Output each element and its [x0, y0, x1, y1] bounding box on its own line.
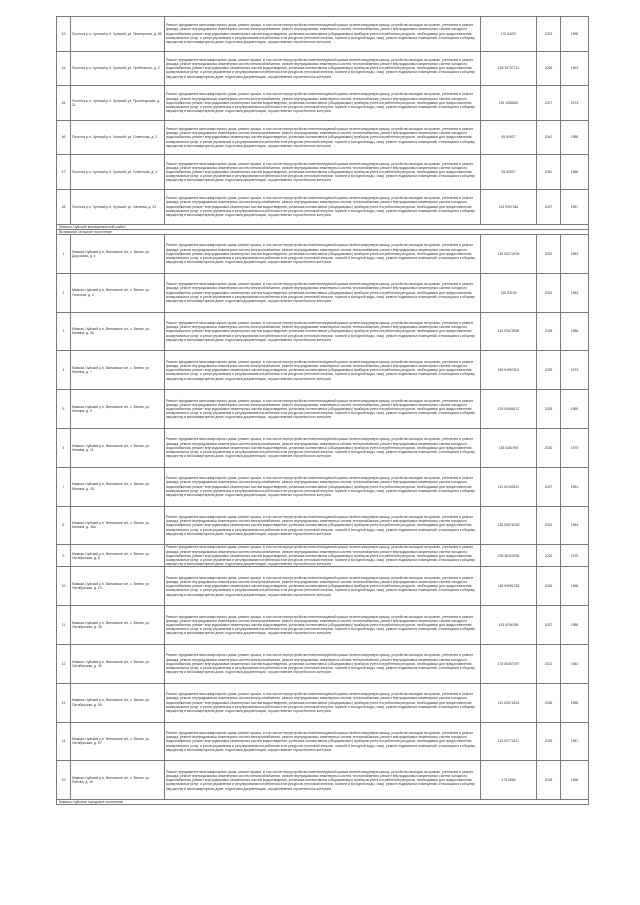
table-row [57, 273, 589, 312]
row-number: 15 [57, 761, 71, 800]
row-number: 8 [57, 506, 71, 545]
section-subtitle: Витимское сельское поселение [57, 229, 589, 234]
row-build-year: 1988 [561, 155, 589, 190]
row-plan-year: 2021 [537, 644, 561, 683]
table-row [57, 351, 589, 390]
row-total-area: 95 60527 [481, 155, 537, 190]
row-build-year: 1958 [561, 17, 589, 52]
row-address: Поселок р.п. Чунский р.п. Чунский, ул. Чапаева, д. 23 [71, 189, 165, 224]
row-number: 44 [57, 51, 71, 86]
row-build-year: 1988 [561, 120, 589, 155]
row-total-area: 155 54967801 [481, 351, 537, 390]
row-work-description: Ремонт фундамента многоквартирного дома, ремонт крыши, в том числе переустройство невентилируемой крыши на вентилируемую крышу, устройство выходов на кровлю, утепление и ремонт фасада, ремонт внутридомовых инженерных систем электроснабжения, ремонт внутридомовых инженерных систем теплоснабжения, ремонт внутридомовых инженерных систем холодного водоснабжения, ремонт внутридомовых инженерных систем водоотведения, установка коллективных (общедомовых) приборов учета потребления ресурсов, необходимых для предоставления коммунальных услуг, и узлов управления и регулирования потребления этих ресурсов (тепловой энергии, горячей и холодной воды, газа), ремонт подвальных помещений, относящихся к общему имуществу в многоквартирном доме, подготовка документации, осуществление строительного контроля [165, 51, 481, 86]
capital-repair-table [56, 16, 589, 805]
row-plan-year: 2027 [537, 86, 561, 121]
row-work-description: Ремонт фундамента многоквартирного дома, ремонт крыши, в том числе переустройство невентилируемой крыши на вентилируемую крышу, устройство выходов на кровлю, утепление и ремонт фасада, ремонт внутридомовых инженерных систем электроснабжения, ремонт внутридомовых инженерных систем теплоснабжения, ремонт внутридомовых инженерных систем холодного водоснабжения, ремонт внутридомовых инженерных систем водоотведения, установка коллективных (общедомовых) приборов учета потребления ресурсов, необходимых для предоставления коммунальных услуг, и узлов управления и регулирования потребления этих ресурсов (тепловой энергии, горячей и холодной воды, газа), ремонт подвальных помещений, относящихся к общему имуществу в многоквартирном доме, подготовка документации, осуществление строительного контроля [165, 351, 481, 390]
row-total-area: 175 5566 [481, 761, 537, 800]
row-work-description: Ремонт фундамента многоквартирного дома, ремонт крыши, в том числе переустройство невентилируемой крыши на вентилируемую крышу, устройство выходов на кровлю, утепление и ремонт фасада, ремонт внутридомовых инженерных систем электроснабжения, ремонт внутридомовых инженерных систем теплоснабжения, ремонт внутридомовых инженерных систем холодного водоснабжения, ремонт внутридомовых инженерных систем водоотведения, установка коллективных (общедомовых) приборов учета потребления ресурсов, необходимых для предоставления коммунальных услуг, и узлов управления и регулирования потребления этих ресурсов (тепловой энергии, горячей и холодной воды, газа), ремонт подвальных помещений, относящихся к общему имуществу в многоквартирном доме, подготовка документации, осуществление строительного контроля [165, 644, 481, 683]
row-work-description: Ремонт фундамента многоквартирного дома, ремонт крыши, в том числе переустройство невентилируемой крыши на вентилируемую крышу, устройство выходов на кровлю, утепление и ремонт фасада, ремонт внутридомовых инженерных систем электроснабжения, ремонт внутридомовых инженерных систем теплоснабжения, ремонт внутридомовых инженерных систем холодного водоснабжения, ремонт внутридомовых инженерных систем водоотведения, установка коллективных (общедомовых) приборов учета потребления ресурсов, необходимых для предоставления коммунальных услуг, и узлов управления и регулирования потребления этих ресурсов (тепловой энергии, горячей и холодной воды, газа), ремонт подвальных помещений, относящихся к общему имуществу в многоквартирном доме, подготовка документации, осуществление строительного контроля [165, 506, 481, 545]
table-row [57, 428, 589, 467]
row-work-description: Ремонт фундамента многоквартирного дома, ремонт крыши, в том числе переустройство невентилируемой крыши на вентилируемую крышу, устройство выходов на кровлю, утепление и ремонт фасада, ремонт внутридомовых инженерных систем электроснабжения, ремонт внутридомовых инженерных систем теплоснабжения, ремонт внутридомовых инженерных систем холодного водоснабжения, ремонт внутридомовых инженерных систем водоотведения, установка коллективных (общедомовых) приборов учета потребления ресурсов, необходимых для предоставления коммунальных услуг, и узлов управления и регулирования потребления этих ресурсов (тепловой энергии, горячей и холодной воды, газа), ремонт подвальных помещений, относящихся к общему имуществу в многоквартирном доме, подготовка документации, осуществление строительного контроля [165, 155, 481, 190]
row-plan-year: 2026 [537, 51, 561, 86]
row-total-area: 115 5296786 [481, 606, 537, 645]
row-address: Мамско-Чуйский р-н, Витимское с/п, с. Витим, ул. Октябрьская, д. 10 [71, 567, 165, 606]
table-body [57, 17, 589, 805]
row-address: Мамско-Чуйский р-н, Витимское с/п, с. Витим, ул. Геологов, д. 2 [71, 273, 165, 312]
row-build-year: 1988 [561, 683, 589, 722]
row-plan-year: 2029 [537, 351, 561, 390]
row-build-year: 1984 [561, 506, 589, 545]
table-row [57, 545, 589, 567]
row-plan-year: 2042 [537, 155, 561, 190]
row-work-description: Ремонт фундамента многоквартирного дома, ремонт крыши, в том числе переустройство невентилируемой крыши на вентилируемую крышу, устройство выходов на кровлю, утепление и ремонт фасада, ремонт внутридомовых инженерных систем электроснабжения, ремонт внутридомовых инженерных систем теплоснабжения, ремонт внутридомовых инженерных систем холодного водоснабжения, ремонт внутридомовых инженерных систем водоотведения, установка коллективных (общедомовых) приборов учета потребления ресурсов, необходимых для предоставления коммунальных услуг, и узлов управления и регулирования потребления этих ресурсов (тепловой энергии, горячей и холодной воды, газа), ремонт подвальных помещений, относящихся к общему имуществу в многоквартирном доме, подготовка документации, осуществление строительного контроля [165, 467, 481, 506]
row-address: Мамско-Чуйский р-н, Витимское с/п, с. Витим, ул. Октябрьская, д. 49 [71, 644, 165, 683]
row-plan-year: 2032 [537, 234, 561, 273]
row-address: Мамско-Чуйский р-н, Витимское с/п, с. Витим, ул. Октябрьская, д. 8 [71, 545, 165, 567]
row-work-description: Ремонт фундамента многоквартирного дома, ремонт крыши, в том числе переустройство невентилируемой крыши на вентилируемую крышу, устройство выходов на кровлю, утепление и ремонт фасада, ремонт внутридомовых инженерных систем электроснабжения, ремонт внутридомовых инженерных систем теплоснабжения, ремонт внутридомовых инженерных систем холодного водоснабжения, ремонт внутридомовых инженерных систем водоотведения, установка коллективных (общедомовых) приборов учета потребления ресурсов, необходимых для предоставления коммунальных услуг, и узлов управления и регулирования потребления этих ресурсов (тепловой энергии, горячей и холодной воды, газа), ремонт подвальных помещений, относящихся к общему имуществу в многоквартирном доме, подготовка документации, осуществление строительного контроля [165, 17, 481, 52]
row-total-area: 135 54981783 [481, 567, 537, 606]
row-number: 46 [57, 120, 71, 155]
document-sheet [56, 16, 588, 805]
table-row [57, 120, 589, 155]
row-number: 13 [57, 683, 71, 722]
row-work-description: Ремонт фундамента многоквартирного дома, ремонт крыши, в том числе переустройство невентилируемой крыши на вентилируемую крышу, устройство выходов на кровлю, утепление и ремонт фасада, ремонт внутридомовых инженерных систем электроснабжения, ремонт внутридомовых инженерных систем теплоснабжения, ремонт внутридомовых инженерных систем холодного водоснабжения, ремонт внутридомовых инженерных систем водоотведения, установка коллективных (общедомовых) приборов учета потребления ресурсов, необходимых для предоставления коммунальных услуг, и узлов управления и регулирования потребления этих ресурсов (тепловой энергии, горячей и холодной воды, газа), ремонт подвальных помещений, относящихся к общему имуществу в многоквартирном доме, подготовка документации, осуществление строительного контроля [165, 234, 481, 273]
row-total-area: 135 5381991 [481, 428, 537, 467]
table-row [57, 189, 589, 224]
row-address: Поселок р.п. Чунский р.п. Чунский, ул. Советская, д. 2 [71, 120, 165, 155]
row-build-year: 1987 [561, 189, 589, 224]
row-address: Мамско-Чуйский р-н, Витимское с/п, с. Витим, ул. Рябова, д. 46 [71, 761, 165, 800]
row-number: 45 [57, 86, 71, 121]
row-build-year: 1962 [561, 644, 589, 683]
row-plan-year: 2030 [537, 428, 561, 467]
row-number: 11 [57, 606, 71, 645]
row-work-description: Ремонт фундамента многоквартирного дома, ремонт крыши, в том числе переустройство невентилируемой крыши на вентилируемую крышу, устройство выходов на кровлю, утепление и ремонт фасада, ремонт внутридомовых инженерных систем электроснабжения, ремонт внутридомовых инженерных систем теплоснабжения, ремонт внутридомовых инженерных систем холодного водоснабжения, ремонт внутридомовых инженерных систем водоотведения, установка коллективных (общедомовых) приборов учета потребления ресурсов, необходимых для предоставления коммунальных услуг, и узлов управления и регулирования потребления этих ресурсов (тепловой энергии, горячей и холодной воды, газа), ремонт подвальных помещений, относящихся к общему имуществу в многоквартирном доме, подготовка документации, осуществление строительного контроля [165, 567, 481, 606]
row-work-description: Ремонт фундамента многоквартирного дома, ремонт крыши, в том числе переустройство невентилируемой крыши на вентилируемую крышу, устройство выходов на кровлю, утепление и ремонт фасада, ремонт внутридомовых инженерных систем электроснабжения, ремонт внутридомовых инженерных систем теплоснабжения, ремонт внутридомовых инженерных систем холодного водоснабжения, ремонт внутридомовых инженерных систем водоотведения, установка коллективных (общедомовых) приборов учета потребления ресурсов, необходимых для предоставления коммунальных услуг, и узлов управления и регулирования потребления этих ресурсов (тепловой энергии, горячей и холодной воды, газа), ремонт подвальных помещений, относящихся к общему имуществу в многоквартирном доме, подготовка документации, осуществление строительного контроля [165, 545, 481, 567]
row-total-area: 135 53172409 [481, 234, 537, 273]
table-row [57, 761, 589, 800]
row-work-description: Ремонт фундамента многоквартирного дома, ремонт крыши, в том числе переустройство невентилируемой крыши на вентилируемую крышу, устройство выходов на кровлю, утепление и ремонт фасада, ремонт внутридомовых инженерных систем электроснабжения, ремонт внутридомовых инженерных систем теплоснабжения, ремонт внутридомовых инженерных систем холодного водоснабжения, ремонт внутридомовых инженерных систем водоотведения, установка коллективных (общедомовых) приборов учета потребления ресурсов, необходимых для предоставления коммунальных услуг, и узлов управления и регулирования потребления этих ресурсов (тепловой энергии, горячей и холодной воды, газа), ремонт подвальных помещений, относящихся к общему имуществу в многоквартирном доме, подготовка документации, осуществление строительного контроля [165, 606, 481, 645]
row-build-year: 1975 [561, 545, 589, 567]
row-total-area: 135 50676235 [481, 506, 537, 545]
row-plan-year: 2025 [537, 390, 561, 429]
row-build-year: 1956 [561, 761, 589, 800]
row-work-description: Ремонт фундамента многоквартирного дома, ремонт крыши, в том числе переустройство невентилируемой крыши на вентилируемую крышу, устройство выходов на кровлю, утепление и ремонт фасада, ремонт внутридомовых инженерных систем электроснабжения, ремонт внутридомовых инженерных систем теплоснабжения, ремонт внутридомовых инженерных систем холодного водоснабжения, ремонт внутридомовых инженерных систем водоотведения, установка коллективных (общедомовых) приборов учета потребления ресурсов, необходимых для предоставления коммунальных услуг, и узлов управления и регулирования потребления этих ресурсов (тепловой энергии, горячей и холодной воды, газа), ремонт подвальных помещений, относящихся к общему имуществу в многоквартирном доме, подготовка документации, осуществление строительного контроля [165, 722, 481, 761]
row-address: Поселок р.п. Чунский р.п. Чунский, ул. Пионерская, д. 56 [71, 17, 165, 52]
row-plan-year: 2039 [537, 722, 561, 761]
row-total-area: 175 64257 [481, 17, 537, 52]
row-address: Поселок р.п. Чунский р.п. Чунский, ул. Пролетарская, д. 21 [71, 86, 165, 121]
row-build-year: 1988 [561, 312, 589, 351]
row-plan-year: 2037 [537, 606, 561, 645]
row-build-year: 1968 [561, 567, 589, 606]
row-total-area: 115 5397346 [481, 189, 537, 224]
table-row [57, 606, 589, 645]
table-row [57, 86, 589, 121]
row-address: Мамско-Чуйский р-н, Витимское с/п, с. Витим, ул. Минина, д. 26 [71, 467, 165, 506]
table-row [57, 467, 589, 506]
row-work-description: Ремонт фундамента многоквартирного дома, ремонт крыши, в том числе переустройство невентилируемой крыши на вентилируемую крышу, устройство выходов на кровлю, утепление и ремонт фасада, ремонт внутридомовых инженерных систем электроснабжения, ремонт внутридомовых инженерных систем теплоснабжения, ремонт внутридомовых инженерных систем холодного водоснабжения, ремонт внутридомовых инженерных систем водоотведения, установка коллективных (общедомовых) приборов учета потребления ресурсов, необходимых для предоставления коммунальных услуг, и узлов управления и регулирования потребления этих ресурсов (тепловой энергии, горячей и холодной воды, газа), ремонт подвальных помещений, относящихся к общему имуществу в многоквартирном доме, подготовка документации, осуществление строительного контроля [165, 761, 481, 800]
table-row [57, 644, 589, 683]
row-total-area: 115 52672896 [481, 312, 537, 351]
row-total-area: 135 53153 [481, 273, 537, 312]
row-plan-year: 2032 [537, 273, 561, 312]
row-address: Мамско-Чуйский р-н, Витимское с/п, с. Витим, ул. Октябрьская, д. 56 [71, 683, 165, 722]
table-row [57, 567, 589, 606]
row-number: 2 [57, 273, 71, 312]
row-address: Мамско-Чуйский р-н, Витимское с/п, с. Витим, ул. Минина, д. 11 [71, 428, 165, 467]
table-row [57, 506, 589, 545]
row-number: 47 [57, 155, 71, 190]
table-row [57, 234, 589, 273]
row-address: Мамско-Чуйский р-н, Витимское с/п, с. Витим, ул. Минина, д. 9 [71, 390, 165, 429]
row-plan-year: 2026 [537, 567, 561, 606]
row-number: 6 [57, 428, 71, 467]
row-address: Мамско-Чуйский р-н, Витимское с/п, с. Витим, ул. Октябрьская, д. 57 [71, 722, 165, 761]
row-plan-year: 2042 [537, 120, 561, 155]
row-total-area: 125 54566137 [481, 390, 537, 429]
row-plan-year: 2037 [537, 467, 561, 506]
row-build-year: 1973 [561, 351, 589, 390]
row-total-area: 115 52671833 [481, 683, 537, 722]
row-number: 48 [57, 189, 71, 224]
row-total-area: 135 34767711 [481, 51, 537, 86]
table-row [57, 390, 589, 429]
row-total-area: 225 36110095 [481, 545, 537, 567]
row-total-area: 95 60527 [481, 120, 537, 155]
row-plan-year: 2016 [537, 545, 561, 567]
row-number: 9 [57, 545, 71, 567]
table-row [57, 722, 589, 761]
row-number: 7 [57, 467, 71, 506]
table-row [57, 51, 589, 86]
table-row [57, 683, 589, 722]
row-address: Мамско-Чуйский р-н, Витимское с/п, с. Витим, ул. Октябрьская, д. 28 [71, 606, 165, 645]
row-address: Мамско-Чуйский р-н, Витимское с/п, с. Витим, ул. Минина, д. 36а [71, 506, 165, 545]
row-number: 10 [57, 567, 71, 606]
row-number: 12 [57, 644, 71, 683]
row-build-year: 1969 [561, 390, 589, 429]
row-build-year: 1988 [561, 606, 589, 645]
row-total-area: 135 3358652 [481, 86, 537, 121]
row-work-description: Ремонт фундамента многоквартирного дома, ремонт крыши, в том числе переустройство невентилируемой крыши на вентилируемую крышу, устройство выходов на кровлю, утепление и ремонт фасада, ремонт внутридомовых инженерных систем электроснабжения, ремонт внутридомовых инженерных систем теплоснабжения, ремонт внутридомовых инженерных систем холодного водоснабжения, ремонт внутридомовых инженерных систем водоотведения, установка коллективных (общедомовых) приборов учета потребления ресурсов, необходимых для предоставления коммунальных услуг, и узлов управления и регулирования потребления этих ресурсов (тепловой энергии, горячей и холодной воды, газа), ремонт подвальных помещений, относящихся к общему имуществу в многоквартирном доме, подготовка документации, осуществление строительного контроля [165, 390, 481, 429]
row-plan-year: 2036 [537, 683, 561, 722]
row-plan-year: 2018 [537, 761, 561, 800]
table-row [57, 312, 589, 351]
row-total-area: 115 52772427 [481, 722, 537, 761]
row-work-description: Ремонт фундамента многоквартирного дома, ремонт крыши, в том числе переустройство невентилируемой крыши на вентилируемую крышу, устройство выходов на кровлю, утепление и ремонт фасада, ремонт внутридомовых инженерных систем электроснабжения, ремонт внутридомовых инженерных систем теплоснабжения, ремонт внутридомовых инженерных систем холодного водоснабжения, ремонт внутридомовых инженерных систем водоотведения, установка коллективных (общедомовых) приборов учета потребления ресурсов, необходимых для предоставления коммунальных услуг, и узлов управления и регулирования потребления этих ресурсов (тепловой энергии, горячей и холодной воды, газа), ремонт подвальных помещений, относящихся к общему имуществу в многоквартирном доме, подготовка документации, осуществление строительного контроля [165, 312, 481, 351]
row-work-description: Ремонт фундамента многоквартирного дома, ремонт крыши, в том числе переустройство невентилируемой крыши на вентилируемую крышу, устройство выходов на кровлю, утепление и ремонт фасада, ремонт внутридомовых инженерных систем электроснабжения, ремонт внутридомовых инженерных систем теплоснабжения, ремонт внутридомовых инженерных систем холодного водоснабжения, ремонт внутридомовых инженерных систем водоотведения, установка коллективных (общедомовых) приборов учета потребления ресурсов, необходимых для предоставления коммунальных услуг, и узлов управления и регулирования потребления этих ресурсов (тепловой энергии, горячей и холодной воды, газа), ремонт подвальных помещений, относящихся к общему имуществу в многоквартирном доме, подготовка документации, осуществление строительного контроля [165, 86, 481, 121]
row-address: Мамско-Чуйский р-н, Витимское с/п, с. Витим, ул. Минина, д. 5а [71, 312, 165, 351]
row-plan-year: 2032 [537, 506, 561, 545]
row-number: 14 [57, 722, 71, 761]
row-address: Мамско-Чуйский р-н, Витимское с/п, с. Витим, ул. Минина, д. 7 [71, 351, 165, 390]
row-total-area: 175 55267397 [481, 644, 537, 683]
row-number: 4 [57, 351, 71, 390]
section-header-row [57, 800, 589, 805]
row-plan-year: 2038 [537, 312, 561, 351]
row-number: 3 [57, 312, 71, 351]
row-build-year: 1983 [561, 234, 589, 273]
row-address: Поселок р.п. Чунский р.п. Чунский, ул. Советская, д. 4 [71, 155, 165, 190]
row-plan-year: 2037 [537, 189, 561, 224]
section-title: Мамско-Чуйское городское поселение [57, 800, 589, 805]
section-title: Мамско-Чуйский муниципальный район [57, 224, 589, 229]
row-plan-year: 2023 [537, 17, 561, 52]
row-work-description: Ремонт фундамента многоквартирного дома, ремонт крыши, в том числе переустройство невентилируемой крыши на вентилируемую крышу, устройство выходов на кровлю, утепление и ремонт фасада, ремонт внутридомовых инженерных систем электроснабжения, ремонт внутридомовых инженерных систем теплоснабжения, ремонт внутридомовых инженерных систем холодного водоснабжения, ремонт внутридомовых инженерных систем водоотведения, установка коллективных (общедомовых) приборов учета потребления ресурсов, необходимых для предоставления коммунальных услуг, и узлов управления и регулирования потребления этих ресурсов (тепловой энергии, горячей и холодной воды, газа), ремонт подвальных помещений, относящихся к общему имуществу в многоквартирном доме, подготовка документации, осуществление строительного контроля [165, 683, 481, 722]
row-build-year: 1981 [561, 467, 589, 506]
row-build-year: 1987 [561, 722, 589, 761]
row-work-description: Ремонт фундамента многоквартирного дома, ремонт крыши, в том числе переустройство невентилируемой крыши на вентилируемую крышу, устройство выходов на кровлю, утепление и ремонт фасада, ремонт внутридомовых инженерных систем электроснабжения, ремонт внутридомовых инженерных систем теплоснабжения, ремонт внутридомовых инженерных систем холодного водоснабжения, ремонт внутридомовых инженерных систем водоотведения, установка коллективных (общедомовых) приборов учета потребления ресурсов, необходимых для предоставления коммунальных услуг, и узлов управления и регулирования потребления этих ресурсов (тепловой энергии, горячей и холодной воды, газа), ремонт подвальных помещений, относящихся к общему имуществу в многоквартирном доме, подготовка документации, осуществление строительного контроля [165, 189, 481, 224]
row-number: 43 [57, 17, 71, 52]
row-number: 5 [57, 390, 71, 429]
row-work-description: Ремонт фундамента многоквартирного дома, ремонт крыши, в том числе переустройство невентилируемой крыши на вентилируемую крышу, устройство выходов на кровлю, утепление и ремонт фасада, ремонт внутридомовых инженерных систем электроснабжения, ремонт внутридомовых инженерных систем теплоснабжения, ремонт внутридомовых инженерных систем холодного водоснабжения, ремонт внутридомовых инженерных систем водоотведения, установка коллективных (общедомовых) приборов учета потребления ресурсов, необходимых для предоставления коммунальных услуг, и узлов управления и регулирования потребления этих ресурсов (тепловой энергии, горячей и холодной воды, газа), ремонт подвальных помещений, относящихся к общему имуществу в многоквартирном доме, подготовка документации, осуществление строительного контроля [165, 428, 481, 467]
row-address: Мамско-Чуйский р-н, Витимское с/п, с. Витим, ул. Дорожная, д. 4 [71, 234, 165, 273]
row-total-area: 115 52063512 [481, 467, 537, 506]
row-number: 1 [57, 234, 71, 273]
row-build-year: 1963 [561, 51, 589, 86]
row-address: Поселок р.п. Чунский р.п. Чунский, ул. Пребежного, д. 2 [71, 51, 165, 86]
row-work-description: Ремонт фундамента многоквартирного дома, ремонт крыши, в том числе переустройство невентилируемой крыши на вентилируемую крышу, устройство выходов на кровлю, утепление и ремонт фасада, ремонт внутридомовых инженерных систем электроснабжения, ремонт внутридомовых инженерных систем теплоснабжения, ремонт внутридомовых инженерных систем холодного водоснабжения, ремонт внутридомовых инженерных систем водоотведения, установка коллективных (общедомовых) приборов учета потребления ресурсов, необходимых для предоставления коммунальных услуг, и узлов управления и регулирования потребления этих ресурсов (тепловой энергии, горячей и холодной воды, газа), ремонт подвальных помещений, относящихся к общему имуществу в многоквартирном доме, подготовка документации, осуществление строительного контроля [165, 273, 481, 312]
row-build-year: 1975 [561, 428, 589, 467]
table-row [57, 155, 589, 190]
row-build-year: 1983 [561, 273, 589, 312]
row-build-year: 1974 [561, 86, 589, 121]
table-row [57, 17, 589, 52]
row-work-description: Ремонт фундамента многоквартирного дома, ремонт крыши, в том числе переустройство невентилируемой крыши на вентилируемую крышу, устройство выходов на кровлю, утепление и ремонт фасада, ремонт внутридомовых инженерных систем электроснабжения, ремонт внутридомовых инженерных систем теплоснабжения, ремонт внутридомовых инженерных систем холодного водоснабжения, ремонт внутридомовых инженерных систем водоотведения, установка коллективных (общедомовых) приборов учета потребления ресурсов, необходимых для предоставления коммунальных услуг, и узлов управления и регулирования потребления этих ресурсов (тепловой энергии, горячей и холодной воды, газа), ремонт подвальных помещений, относящихся к общему имуществу в многоквартирном доме, подготовка документации, осуществление строительного контроля [165, 120, 481, 155]
